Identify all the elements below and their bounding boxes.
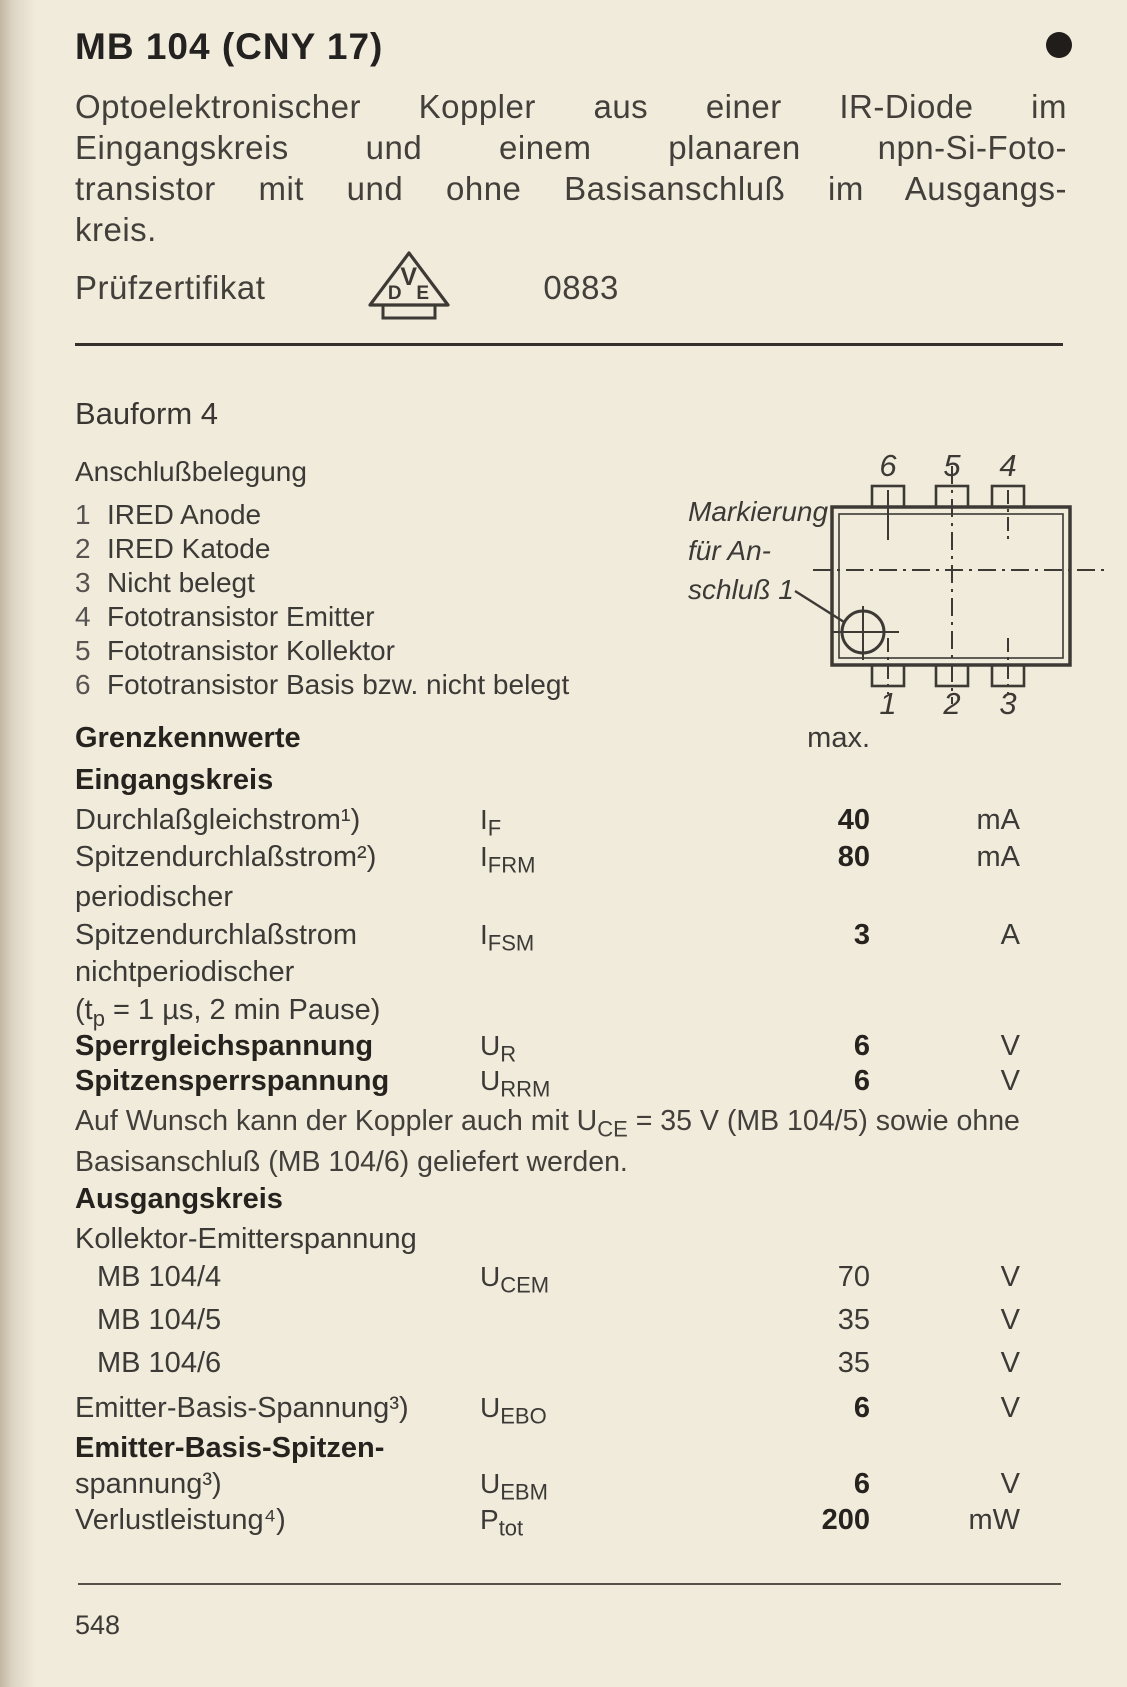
row-unit: V [1000, 1030, 1020, 1062]
row-value: 3 [853, 919, 870, 951]
package-pins [872, 486, 1024, 686]
table-header-row [75, 722, 1020, 764]
section-row [75, 1183, 1020, 1223]
row-symbol: $I_{FSM}$ [480, 919, 535, 956]
table-row [75, 956, 1020, 994]
row-label: Spitzendurchlaßstrom [75, 919, 358, 951]
pin-label: IRED Anode [107, 499, 262, 530]
marking-annotation [688, 492, 828, 609]
row-value: 35 [837, 1304, 870, 1336]
row-label: Spitzendurchlaßstrom²) [75, 841, 377, 873]
row-label: Sperrgleichspannung [75, 1030, 374, 1062]
pin-number-top: 6 [879, 448, 897, 483]
bottom-pin-numbers [879, 686, 1016, 720]
pin-item [75, 634, 569, 668]
pin-item [75, 600, 569, 634]
table-row [75, 804, 1020, 841]
row-unit: mA [976, 841, 1020, 873]
pin-item [75, 566, 569, 600]
row-value: 80 [837, 841, 870, 873]
row-label: Durchlaßgleichstrom¹) [75, 804, 361, 836]
option-note-line: Basisanschluß (MB 104/6) geliefert werden. [75, 1146, 628, 1178]
table-row [75, 1065, 1020, 1101]
pin-number: 2 [75, 533, 91, 564]
row-symbol: $U_{EBO}$ [480, 1392, 547, 1429]
certificate-label: Prüfzertifikat [75, 269, 266, 306]
pin-label: Fototransistor Basis bzw. nicht belegt [107, 669, 570, 700]
pin-number-bottom: 3 [999, 686, 1017, 720]
pin-number: 6 [75, 669, 91, 700]
row-label: Kollektor-Emitterspannung [75, 1223, 417, 1255]
row-symbol: $U_R$ [480, 1030, 517, 1067]
row-label: ($t_p = 1$ µs, 2 min Pause) [75, 994, 381, 1031]
print-mark-dot [1046, 32, 1072, 58]
table-row [75, 994, 1020, 1030]
pin-number: 4 [75, 601, 91, 632]
row-label: MB 104/6 [97, 1347, 222, 1379]
ratings-table [75, 722, 1020, 1540]
row-unit: V [1000, 1261, 1020, 1293]
table-row [75, 841, 1020, 881]
table-row [75, 919, 1020, 956]
output-section-heading: Ausgangskreis [75, 1183, 283, 1215]
row-value: 6 [853, 1468, 870, 1500]
row-label: nichtperiodischer [75, 956, 295, 988]
pin-item [75, 498, 569, 532]
row-value: 6 [853, 1392, 870, 1424]
pin-number-top: 4 [999, 448, 1017, 483]
row-value: 200 [821, 1504, 870, 1536]
page-title: MB 104 (CNY 17) [75, 26, 384, 67]
row-label: MB 104/4 [97, 1261, 222, 1293]
row-value: 6 [853, 1030, 870, 1062]
table-row [75, 1432, 1020, 1468]
intro-paragraph [75, 86, 1067, 250]
pin-item [75, 532, 569, 566]
marking-annotation-line: Markierung [688, 496, 829, 527]
intro-line: kreis. [75, 211, 157, 248]
pin-number-bottom: 2 [943, 686, 961, 720]
pin-label: Fototransistor Emitter [107, 601, 375, 632]
row-unit: V [1000, 1392, 1020, 1424]
row-symbol: $I_F$ [480, 804, 502, 841]
table-row [75, 1030, 1020, 1065]
row-label: Verlustleistung⁴) [75, 1504, 286, 1536]
top-pin-numbers [879, 448, 1016, 483]
row-symbol: $U_{EBM}$ [480, 1468, 548, 1505]
row-label: Spitzensperrspannung [75, 1065, 390, 1097]
table-row [75, 1504, 1020, 1540]
row-value: 40 [837, 804, 870, 836]
marking-annotation-line: für An- [688, 535, 771, 566]
intro-line: transistor mit und ohne Basisanschluß im Ausgangs- [75, 170, 1067, 207]
row-unit: mW [968, 1504, 1020, 1536]
pinout-heading: Anschlußbelegung [75, 456, 307, 487]
intro-line: Optoelektronischer Koppler aus einer IR-Diode im [75, 88, 1067, 125]
row-value: 35 [837, 1347, 870, 1379]
table-row [75, 881, 1020, 919]
pin-label: IRED Katode [107, 533, 271, 564]
vde-letter-e: E [416, 283, 430, 304]
pin-number-top: 5 [943, 448, 961, 483]
table-row [75, 1392, 1020, 1432]
pin-number: 1 [75, 499, 91, 530]
row-label: Emitter-Basis-Spannung³) [75, 1392, 409, 1424]
section-row [75, 764, 1020, 804]
row-symbol: $U_{CEM}$ [480, 1261, 550, 1298]
pin-label: Fototransistor Kollektor [107, 635, 395, 666]
table-row [75, 1304, 1020, 1347]
row-unit: mA [976, 804, 1020, 836]
pin-item [75, 668, 569, 702]
option-note [75, 1101, 1080, 1183]
table-row [75, 1223, 1020, 1261]
row-label: Emitter-Basis-Spitzen- [75, 1432, 385, 1464]
row-unit: V [1000, 1065, 1020, 1097]
row-label: spannung³) [75, 1468, 222, 1500]
row-value: 6 [853, 1065, 870, 1097]
row-symbol: $U_{RRM}$ [480, 1065, 551, 1102]
pin-number-bottom: 1 [879, 686, 897, 720]
section-divider [75, 343, 1063, 346]
footer-divider [78, 1583, 1061, 1585]
table-row [75, 1347, 1020, 1392]
row-unit: A [1000, 919, 1020, 951]
pin-number: 5 [75, 635, 91, 666]
marking-annotation-line: schluß 1 [688, 574, 794, 605]
row-unit: V [1000, 1347, 1020, 1379]
vde-pedestal [383, 305, 435, 318]
scan-edge-shadow [0, 0, 36, 1687]
table-row [75, 1468, 1020, 1504]
table-row [75, 1261, 1020, 1304]
row-symbol: $P_{tot}$ [480, 1504, 524, 1541]
row-label: periodischer [75, 881, 233, 913]
certificate-row [75, 252, 619, 324]
row-symbol: $I_{FRM}$ [480, 841, 536, 878]
max-column-header: max. [807, 722, 870, 754]
row-unit: V [1000, 1304, 1020, 1336]
certificate-number: 0883 [543, 269, 619, 306]
pin-label: Nicht belegt [107, 567, 255, 598]
row-value: 70 [837, 1261, 870, 1293]
pin-number: 3 [75, 567, 91, 598]
pin-list [75, 498, 569, 702]
bauform-heading: Bauform 4 [75, 396, 219, 431]
vde-letter-d: D [388, 283, 403, 304]
row-label: MB 104/5 [97, 1304, 222, 1336]
option-note-line: Auf Wunsch kann der Koppler auch mit $U_{CE} = 35$ V (MB 104/5) sowie ohne [75, 1105, 1020, 1142]
ratings-title: Grenzkennwerte [75, 722, 301, 754]
input-section-heading: Eingangskreis [75, 764, 274, 796]
row-unit: V [1000, 1468, 1020, 1500]
page-number: 548 [75, 1610, 121, 1640]
intro-line: Eingangskreis und einem planaren npn-Si-Foto- [75, 129, 1067, 166]
vde-letter-v: V [400, 263, 418, 291]
vde-logo-icon [363, 248, 455, 324]
